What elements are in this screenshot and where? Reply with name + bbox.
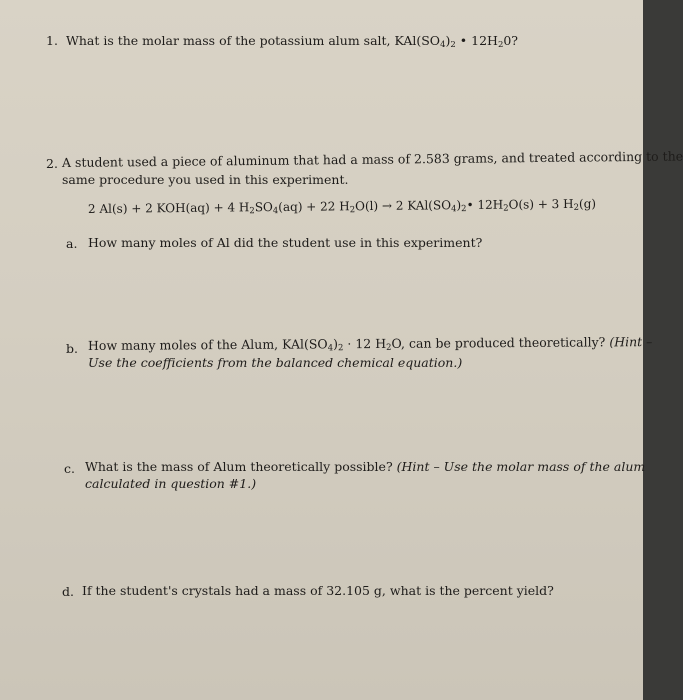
part-a-label: a. (66, 236, 78, 251)
eq-sub-7: 2 (573, 202, 580, 213)
eq-sub-3: 2 (349, 205, 356, 216)
part-b-hint-2: Use the coefficients from the balanced chemical equation.) (88, 355, 463, 370)
eq-part-1: 2 Al(s) + 2 KOH(aq) + 4 H (87, 200, 250, 216)
q1-text-a: What is the molar mass of the potassium alum salt, KAl(SO (66, 33, 441, 48)
eq-part-4: O(l) → 2 KAl(SO (355, 198, 452, 214)
part-b-sub-2: 2 (337, 343, 344, 354)
eq-part-5: ) (456, 198, 462, 213)
part-b-text-3: · 12 H (343, 335, 387, 352)
q1-text (66, 33, 518, 49)
part-c-hint-1: (Hint – Use the molar mass of the alum (396, 459, 646, 474)
q1-text-b: ) (445, 33, 451, 48)
q2-line1: A student used a piece of aluminum that had a mass of 2.583 grams, and treated according to the (61, 148, 683, 170)
q2-line2: same procedure you used in this experiment. (62, 172, 349, 187)
part-b-text-1: How many moles of the Alum, KAl(SO (87, 336, 328, 353)
part-b-sub-3: 2 (386, 342, 392, 353)
part-c-text: What is the mass of Alum theoretically possible? (85, 459, 397, 474)
eq-sub-6: 2 (503, 203, 509, 214)
part-b-text-4: O, can be produced theoretically? (391, 334, 610, 351)
part-c-line1 (85, 459, 645, 475)
eq-part-8: (g) (578, 196, 597, 211)
eq-part-3: (aq) + 22 H (278, 199, 350, 215)
eq-sub-2: 4 (272, 206, 279, 217)
q1-sub3: 2 (497, 40, 504, 50)
part-c-label: c. (64, 461, 75, 476)
part-d-text: If the student's crystals had a mass of 32.105 g, what is the percent yield? (82, 583, 554, 598)
q2-number: 2. (46, 156, 58, 171)
q1-text-d: 0? (503, 33, 519, 48)
eq-sub-4: 4 (451, 204, 457, 215)
eq-part-7: O(s) + 3 H (508, 196, 574, 212)
part-c-line2 (85, 476, 256, 492)
q1-sub2: 2 (450, 40, 456, 50)
part-a-text: How many moles of Al did the student use in this experiment? (88, 235, 483, 250)
part-b-sub-1: 4 (327, 343, 334, 354)
eq-sub-1: 2 (249, 206, 255, 217)
q1-number: 1. (46, 33, 58, 48)
q1-text-c: • 12H (455, 33, 498, 48)
part-b-text-2: ) (333, 336, 339, 352)
part-b-hint-1: (Hint – (609, 334, 653, 350)
q1-sub1: 4 (440, 40, 446, 50)
part-b-line2 (88, 355, 462, 371)
part-b-label: b. (66, 341, 78, 356)
eq-part-2: SO (254, 200, 273, 215)
part-b-line1 (88, 334, 653, 354)
part-c-hint-2: calculated in question #1.) (85, 476, 257, 491)
balanced-equation (88, 196, 596, 217)
eq-part-6: • 12H (466, 197, 504, 213)
part-d-label: d. (62, 584, 74, 599)
eq-sub-5: 2 (461, 204, 467, 215)
